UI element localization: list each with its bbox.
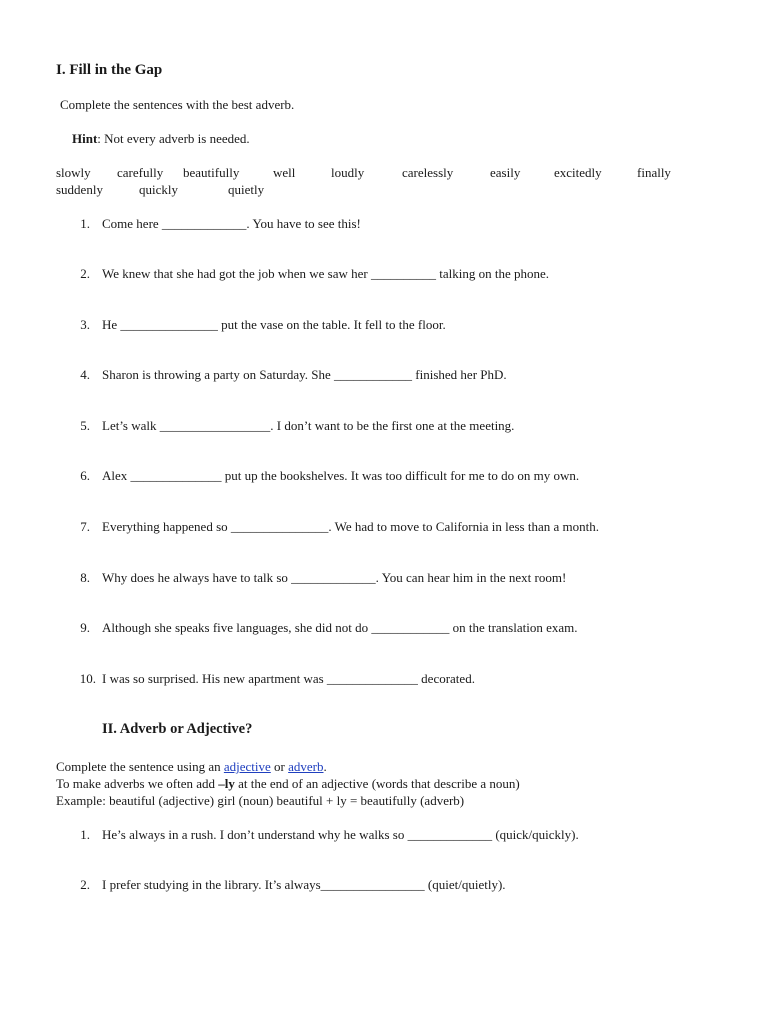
word-bank-item: excitedly — [554, 165, 602, 180]
item-text: Everything happened so _______________. We had to move to California in less than a month. — [102, 519, 599, 534]
section1-instruction: Complete the sentences with the best adverb. — [60, 97, 295, 112]
word-bank-item: well — [273, 165, 296, 180]
section1-title: I. Fill in the Gap — [56, 62, 163, 78]
item-text: Why does he always have to talk so _____________. You can hear him in the next room! — [102, 570, 567, 585]
item-number: 7. — [80, 519, 90, 534]
word-bank-item: beautifully — [183, 165, 240, 180]
item-text: I was so surprised. His new apartment was ______________ decorated. — [102, 671, 475, 686]
line1-text: or — [270, 759, 289, 774]
line1-text: . — [323, 759, 327, 774]
word-bank-item: suddenly — [56, 182, 103, 197]
section2-line1 — [56, 759, 327, 775]
item-text: Although she speaks five languages, she did not do ____________ on the translation exam. — [102, 620, 578, 635]
item-number: 5. — [80, 418, 90, 433]
hint-text: : Not every adverb is needed. — [97, 131, 250, 146]
section2-example: Example: beautiful (adjective) girl (noun) beautiful + ly = beautifully (adverb) — [56, 793, 465, 808]
hint-line — [72, 131, 250, 147]
item-text: We knew that she had got the job when we saw her __________ talking on the phone. — [102, 266, 549, 281]
adjective-link[interactable]: adjective — [223, 759, 271, 774]
item-number: 3. — [80, 317, 90, 332]
suffix-ly: –ly — [218, 776, 235, 791]
word-bank-item: carefully — [117, 165, 164, 180]
word-bank-item: quietly — [228, 182, 265, 197]
word-bank-item: loudly — [331, 165, 365, 180]
section2-line2 — [56, 776, 520, 792]
item-text: I prefer studying in the library. It’s always________________ (quiet/quietly). — [102, 877, 506, 892]
item-text: Alex ______________ put up the bookshelves. It was too difficult for me to do on my own. — [102, 468, 580, 483]
item-text: Let’s walk _________________. I don’t want to be the first one at the meeting. — [102, 418, 515, 433]
item-number: 2. — [80, 877, 90, 892]
word-bank-item: slowly — [56, 165, 91, 180]
adverb-link[interactable]: adverb — [288, 759, 324, 774]
item-number: 4. — [80, 367, 90, 382]
item-text: Come here _____________. You have to see this! — [102, 216, 361, 231]
hint-label: Hint — [72, 131, 98, 146]
line1-text: Complete the sentence using an — [56, 759, 224, 774]
item-text: He _______________ put the vase on the table. It fell to the floor. — [102, 317, 446, 332]
item-number: 9. — [80, 620, 90, 635]
item-text: He’s always in a rush. I don’t understand why he walks so _____________ (quick/quickly). — [102, 827, 579, 842]
word-bank-item: finally — [637, 165, 671, 180]
section2-title: II. Adverb or Adjective? — [102, 721, 253, 737]
item-number: 2. — [80, 266, 90, 281]
item-number: 8. — [80, 570, 90, 585]
word-bank-item: quickly — [139, 182, 178, 197]
item-number: 6. — [80, 468, 90, 483]
word-bank-item: carelessly — [402, 165, 454, 180]
line2-text: at the end of an adjective (words that describe a noun) — [234, 776, 520, 791]
word-bank-item: easily — [490, 165, 521, 180]
line2-text: To make adverbs we often add — [56, 776, 219, 791]
item-number: 1. — [80, 216, 90, 231]
item-number: 10. — [79, 671, 96, 686]
item-text: Sharon is throwing a party on Saturday. She ____________ finished her PhD. — [102, 367, 507, 382]
item-number: 1. — [80, 827, 90, 842]
